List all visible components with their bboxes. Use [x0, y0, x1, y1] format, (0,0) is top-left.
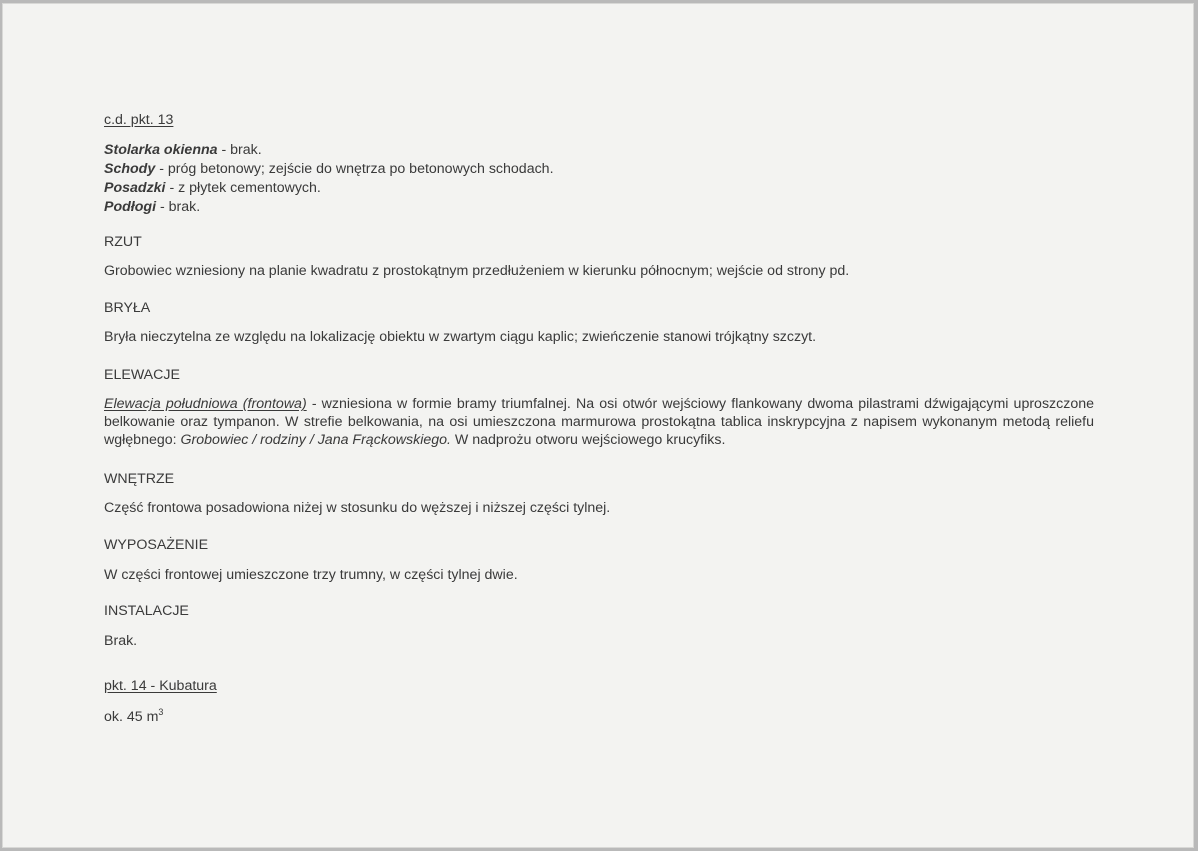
material-text: - brak. [156, 199, 201, 215]
material-term: Podłogi [104, 199, 157, 215]
material-line [104, 160, 554, 178]
document-page [2, 3, 1194, 848]
material-term: Stolarka okienna [104, 142, 218, 158]
kubatura-value [104, 708, 163, 726]
kubatura-heading: pkt. 14 - Kubatura [104, 678, 217, 694]
wnetrze-text: Część frontowa posadowiona niżej w stosunku do węższej i niższej części tylnej. [104, 500, 611, 516]
material-term: Posadzki [104, 180, 166, 196]
wyposazenie-text: W części frontowej umieszczone trzy trumny, w części tylnej dwie. [104, 567, 518, 583]
elewacje-text [104, 395, 1094, 449]
elewacje-heading: ELEWACJE [104, 367, 180, 383]
facade-description-end: W nadprożu otworu wejściowego krucyfiks. [450, 432, 726, 448]
material-text: - z płytek cementowych. [165, 180, 321, 196]
facade-description: - wzniesiona w formie bramy triumfalnej. Na osi otwór wejściowy flankowany dwoma pilastrami dźwigającymi uproszczone belkowanie oraz tympanon. W strefie belkowania, na osi umieszczona marmurowa prostokątna tablica inskrypcyjna z napisem wykonanym metodą reliefu wgłębnego: [104, 396, 1094, 448]
material-line [104, 198, 200, 216]
volume-value: ok. 45 m [104, 709, 159, 725]
material-line [104, 141, 262, 159]
section-reference: c.d. pkt. 13 [104, 112, 174, 128]
bryla-text: Bryła nieczytelna ze względu na lokalizację obiektu w zwartym ciągu kaplic; zwieńczenie stanowi trójkątny szczyt. [104, 329, 817, 345]
bryla-heading: BRYŁA [104, 300, 151, 316]
material-term: Schody [104, 161, 156, 177]
material-text: - próg betonowy; zejście do wnętrza po betonowych schodach. [155, 161, 554, 177]
facade-label: Elewacja południowa (frontowa) [104, 396, 307, 412]
wyposazenie-heading: WYPOSAŻENIE [104, 537, 209, 553]
instalacje-text: Brak. [104, 633, 138, 649]
instalacje-heading: INSTALACJE [104, 603, 189, 619]
inscription-text: Grobowiec / rodziny / Jana Frąckowskiego. [180, 432, 451, 448]
rzut-text: Grobowiec wzniesiony na planie kwadratu z prostokątnym przedłużeniem w kierunku północnym; wejście od strony pd. [104, 263, 850, 279]
material-text: - brak. [217, 142, 262, 158]
unit-exponent: 3 [158, 707, 164, 717]
rzut-heading: RZUT [104, 234, 142, 250]
material-line [104, 179, 321, 197]
wnetrze-heading: WNĘTRZE [104, 471, 175, 487]
